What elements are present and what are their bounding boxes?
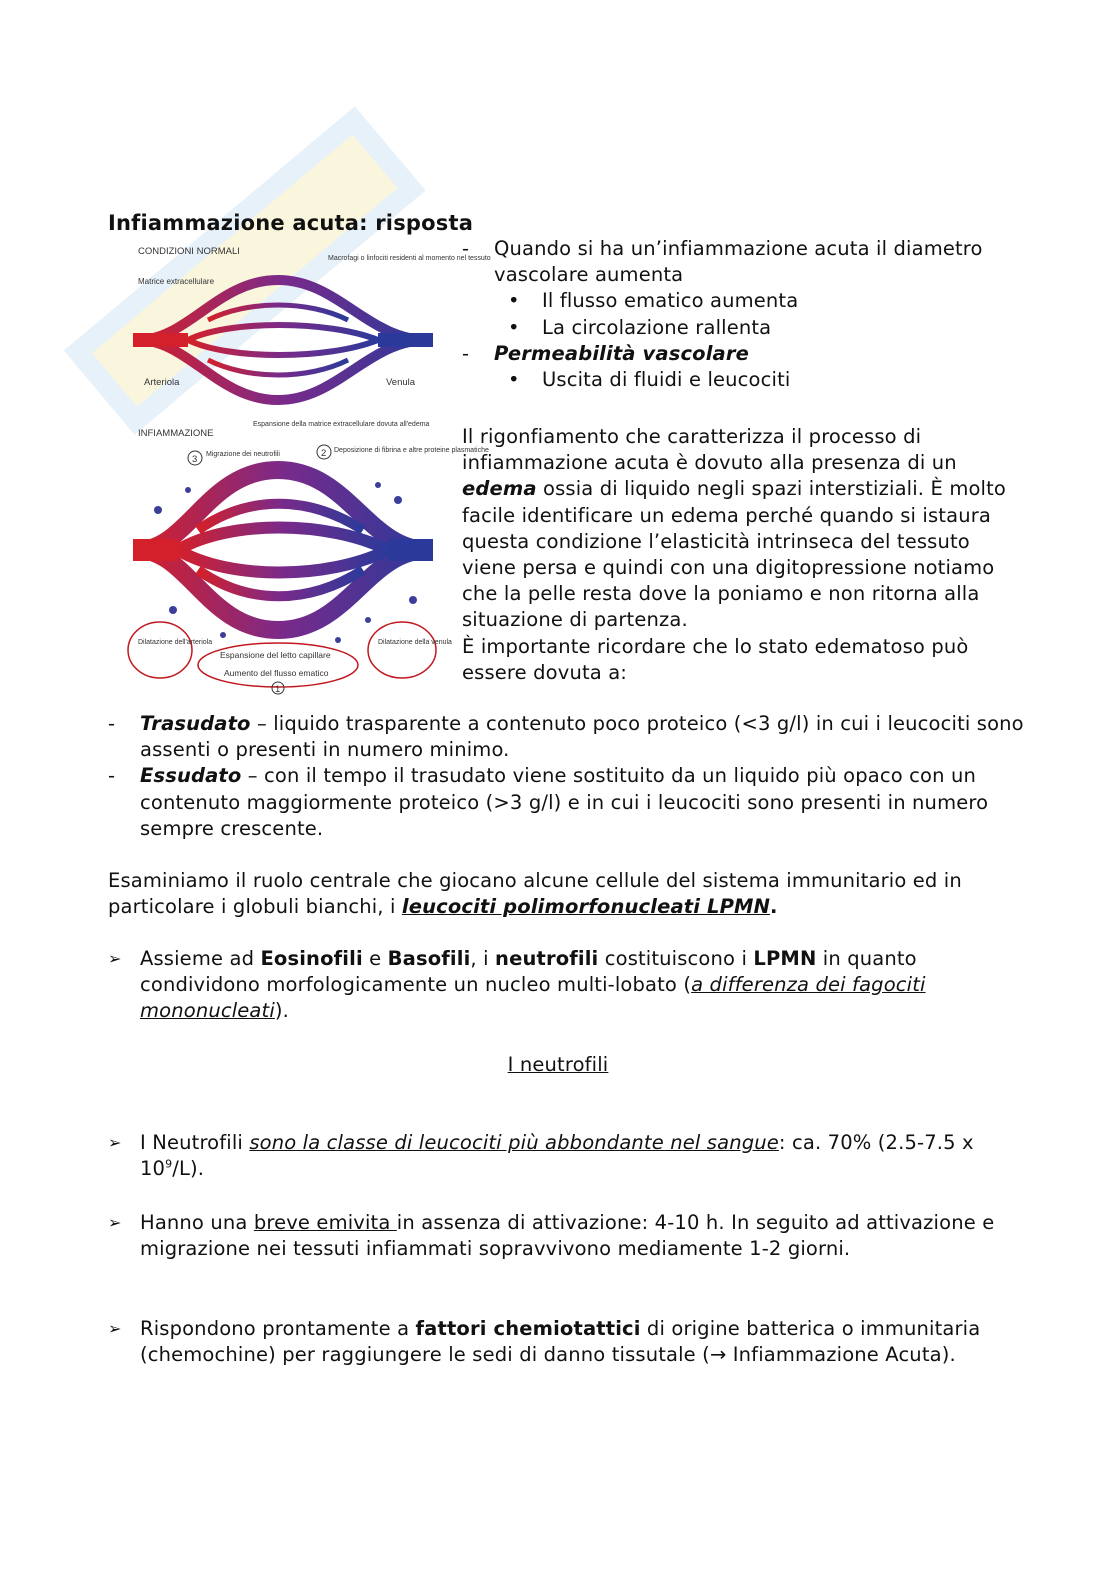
sub-uscita: Uscita di fluidi e leucociti [542, 368, 791, 392]
para-text: Il rigonfiamento che caratterizza il processo di infiammazione acuta è dovuto alla presenza di un [462, 425, 957, 475]
text: di origine batterica o immunitaria (chemochine) per raggiungere le sedi di danno tissutale ( [140, 1317, 981, 1367]
number-2: 2 [321, 448, 327, 459]
edema-paragraph [462, 424, 1022, 686]
neutrofili-2 [108, 1210, 1028, 1262]
list-item [462, 315, 1022, 341]
arrow-bullet-icon: ➢ [108, 1133, 122, 1152]
label-migrazione: Migrazione dei neutrofili [206, 451, 280, 458]
caption-normal: CONDIZIONI NORMALI [138, 246, 240, 257]
text: in quanto condividono morfologicamente un nucleo multi-lobato ( [140, 947, 917, 997]
dash-marker: - [462, 237, 470, 260]
inflammation-diagram [128, 240, 491, 700]
list-item [108, 711, 1028, 763]
number-3: 3 [192, 454, 198, 465]
emph-emivita: breve emivita [253, 1211, 397, 1234]
term-eosinofili: Eosinofili [260, 947, 363, 970]
label-deposizione: Deposizione di fibrina e altre proteine plasmatiche [334, 447, 489, 454]
term-chemiotattici: fattori chemiotattici [415, 1317, 641, 1340]
term-neutrofili: neutrofili [495, 947, 599, 970]
text: Assieme ad [140, 947, 261, 970]
term-basofili: Basofili [387, 947, 471, 970]
neutrofili-3 [108, 1316, 1028, 1368]
text: /L). [172, 1157, 205, 1181]
term-differenza: a differenza dei fagociti mononucleati [140, 973, 926, 1023]
text: Infiammazione Acuta). [726, 1343, 956, 1367]
list-item [108, 1130, 1028, 1182]
text: costituiscono i [598, 947, 754, 970]
label-espansione-matrice: Espansione della matrice extracellulare dovuta all'edema [253, 421, 430, 428]
text: in assenza di attivazione: 4-10 h. In seguito ad attivazione e migrazione nei tessuti infiammati sopravvivono mediamente 1-2 giorni. [140, 1211, 995, 1261]
term-edema: edema [462, 477, 537, 501]
label-dil-arteriola: Dilatazione dell'arteriola [138, 639, 213, 646]
label-venula: Venula [386, 377, 416, 388]
dash-marker: - [462, 341, 470, 365]
list-item [108, 946, 1028, 1025]
text: , i [470, 947, 496, 970]
caption-inflammation: INFIAMMAZIONE [138, 428, 214, 439]
para-text: Esaminiamo il ruolo centrale che giocano alcune cellule del sistema immunitario ed in particolare i globuli bianchi, i [108, 869, 962, 919]
text: : ca. 70% (2.5-7.5 x 10 [140, 1131, 974, 1181]
arrow-bullet-icon: ➢ [108, 949, 122, 968]
label-matrice: Matrice extracellulare [138, 277, 215, 286]
item-diametro: Quando si ha un’infiammazione acuta il diametro vascolare aumenta [494, 237, 983, 287]
text: Rispondono prontamente a [140, 1317, 416, 1340]
bullet-marker: • [508, 315, 520, 339]
label-dil-venula: Dilatazione della venula [378, 639, 452, 646]
term-lpmn: leucociti polimorfonucleati LPMN [401, 895, 771, 919]
term-trasudato: Trasudato [140, 712, 251, 735]
para-dot: . [770, 895, 778, 919]
label-aumento-flusso: Aumento del flusso ematico [224, 668, 329, 678]
section-title: I neutrofili [507, 1053, 609, 1076]
superscript: 9 [165, 1157, 173, 1171]
text: Hanno una [140, 1211, 254, 1234]
sub-flusso: Il flusso ematico aumenta [542, 289, 799, 313]
inflamed-vessels [133, 470, 433, 630]
item-permeabilita: Permeabilità vascolare [494, 341, 750, 365]
arrow-right-icon: → [709, 1343, 727, 1367]
dash-marker: - [108, 764, 116, 788]
label-arteriola: Arteriola [144, 377, 180, 388]
list-item [462, 236, 1022, 288]
text: e [362, 947, 388, 970]
neutrofili-1 [108, 1130, 1028, 1182]
term-lpmn-short: LPMN [753, 947, 817, 970]
list-item [108, 1210, 1028, 1262]
page-title: Infiammazione acuta: risposta [108, 211, 474, 235]
dash-marker: - [108, 712, 116, 735]
label-espansione-letto: Espansione del letto capillare [220, 650, 331, 660]
edema-types [108, 711, 1028, 842]
list-item [108, 763, 1028, 842]
list-item [462, 341, 1022, 367]
text-essudato: – con il tempo il trasudato viene sostituito da un liquido più opaco con un contenuto maggiormente proteico (>3 g/l) e in cui i leucociti sono presenti in numero sempre crescente. [140, 764, 989, 840]
text-trasudato: – liquido trasparente a contenuto poco proteico (<3 g/l) in cui i leucociti sono assenti o presenti in numero minimo. [140, 712, 1024, 762]
term-essudato: Essudato [140, 764, 242, 788]
response-list [462, 236, 1022, 393]
bullet-marker: • [508, 368, 520, 392]
list-item [108, 1316, 1028, 1368]
number-1: 1 [275, 684, 281, 695]
label-macrofagi: Macrofagi o linfociti residenti al momento nel tessuto [328, 255, 491, 262]
list-item [462, 367, 1022, 393]
para-note: È importante ricordare che lo stato edematoso può essere dovuta a: [462, 634, 969, 684]
text: ). [274, 999, 289, 1023]
bullet-marker: • [508, 289, 520, 313]
para-text: ossia di liquido negli spazi interstiziali. È molto facile identificare un edema perché quando si istaura questa condizione l’elasticità intrinseca del tessuto viene persa e quindi con una digitopressione notiamo che la pelle resta dove la poniamo e non ritorna alla situazione di partenza. [462, 477, 1006, 632]
arrow-bullet-icon: ➢ [108, 1319, 122, 1338]
emph-abbondante: sono la classe di leucociti più abbondante nel sangue [249, 1131, 779, 1154]
list-item [462, 288, 1022, 314]
sub-circolazione: La circolazione rallenta [542, 315, 772, 339]
text: I Neutrofili [140, 1131, 250, 1154]
assieme-item [108, 946, 1028, 1025]
lpmn-paragraph [108, 868, 1028, 920]
arrow-bullet-icon: ➢ [108, 1213, 122, 1232]
